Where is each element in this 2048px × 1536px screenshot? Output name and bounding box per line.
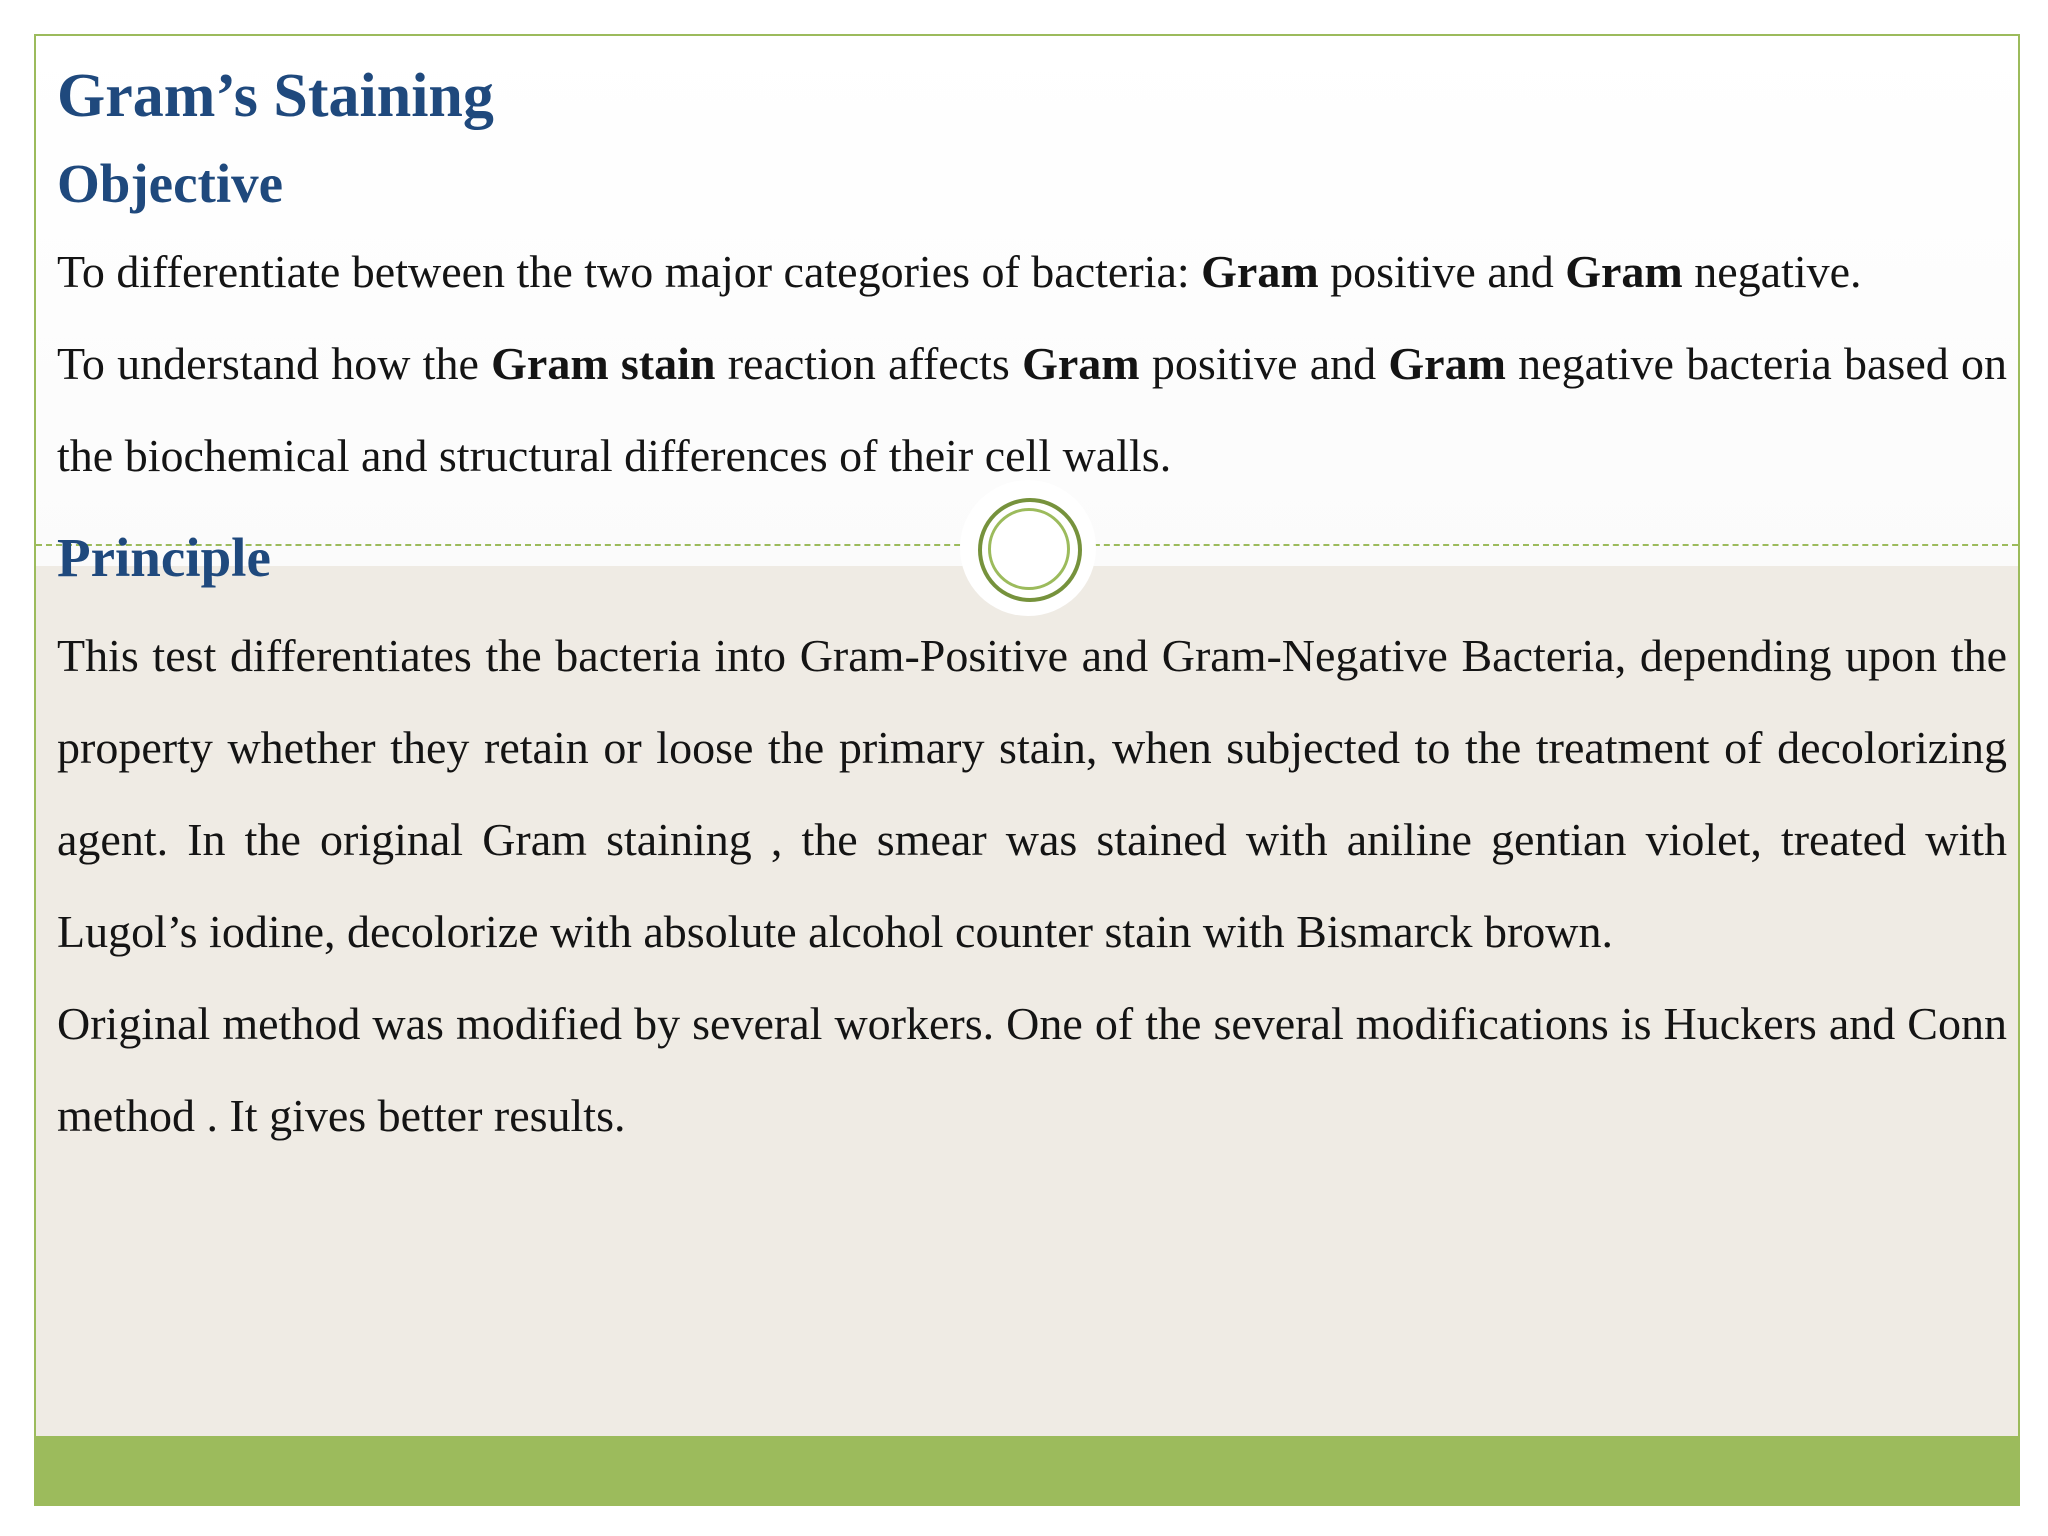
- text-run: negative.: [1682, 246, 1862, 297]
- text-run: positive and: [1318, 246, 1566, 297]
- text-run: To understand how the: [57, 338, 492, 389]
- footer-bar: [36, 1436, 2018, 1504]
- bold-term: Gram: [1201, 246, 1319, 297]
- slide-content: [57, 50, 2007, 1162]
- objective-heading: Objective: [57, 153, 284, 214]
- slide: [34, 34, 2020, 1506]
- principle-paragraph-2: Original method was modified by several workers. One of the several modifications is Huckers and Conn method . It gives better results.: [57, 998, 2007, 1141]
- text-run: To differentiate between the two major categories of bacteria:: [57, 246, 1202, 297]
- objective-paragraph-2: [57, 318, 2007, 502]
- bold-term: Gram: [1388, 338, 1506, 389]
- text-run: reaction affects: [715, 338, 1023, 389]
- text-run: positive and: [1139, 338, 1389, 389]
- principle-heading: Principle: [57, 527, 271, 588]
- bold-term: Gram: [1565, 246, 1683, 297]
- principle-paragraph-1: This test differentiates the bacteria into Gram-Positive and Gram-Negative Bacteria, depending upon the property whether they retain or loose the primary stain, when subjected to the treatment of decolorizing agent. In the original Gram staining , the smear was stained with aniline gentian violet, treated with Lugol’s iodine, decolorize with absolute alcohol counter stain with Bismarck brown.: [57, 630, 2007, 957]
- bold-term: Gram stain: [491, 338, 716, 389]
- objective-paragraph-1: [57, 226, 2007, 318]
- bold-term: Gram: [1022, 338, 1140, 389]
- slide-title: Gram’s Staining: [57, 62, 494, 130]
- text-run: negative bacteria based on the biochemical and structural differences of their cell walls.: [57, 338, 2007, 481]
